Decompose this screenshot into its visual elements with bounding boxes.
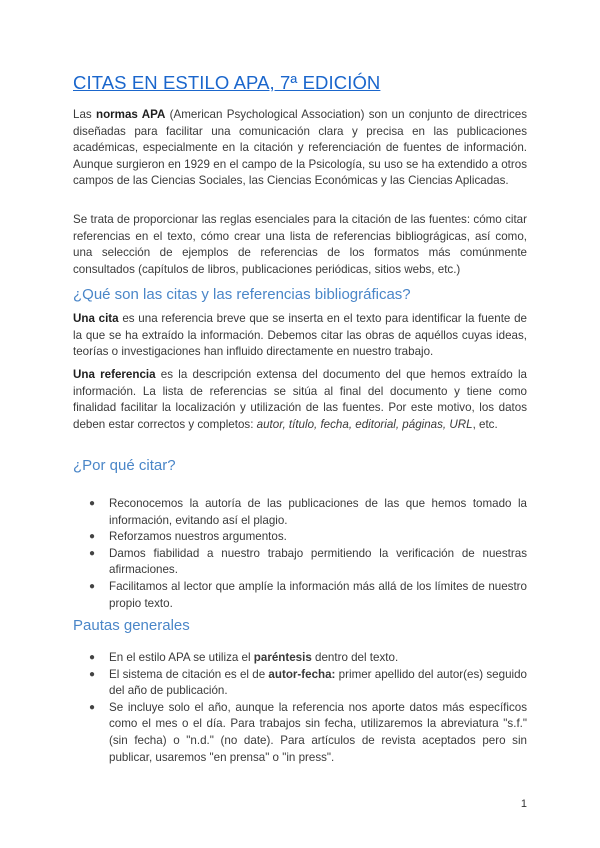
list-item-text: Damos fiabilidad a nuestro trabajo permitiendo la verificación de nuestras afirmaciones. xyxy=(109,546,527,577)
list-item-text: Se incluye solo el año, aunque la referencia nos aporte datos más específicos como el mes o el día. Para trabajos sin fecha, utilizaremos la abreviatura "s.f." (sin fecha) o "n.d." (no date). Para artículos de revista aceptados pero sin publicar, usaremos "en prensa" o "in press". xyxy=(109,700,527,764)
list-item xyxy=(73,700,527,766)
bullet-icon: ● xyxy=(89,668,96,680)
italic-terms: autor, título, fecha, editorial, páginas, URL xyxy=(256,417,473,431)
bold-term: autor-fecha: xyxy=(268,667,336,681)
definition-referencia xyxy=(73,367,527,433)
list-item-text: Reforzamos nuestros argumentos. xyxy=(109,530,287,544)
section-heading-citas: ¿Qué son las citas y las referencias bibliográficas? xyxy=(73,286,411,303)
text-run: (American Psychological Association) son un conjunto de directrices diseñadas para facilitar una comunicación clara y precisa en las publicaciones académicas, especialmente en la citación y referenciación de fuentes de información. Aunque surgieron en 1929 en el campo de la Psicología, su uso se ha extendido a otros campos de las Ciencias Sociales, las Ciencias Económicas y las Ciencias Aplicadas. xyxy=(73,108,527,188)
list-item xyxy=(73,529,527,546)
reasons-list xyxy=(73,496,527,612)
bold-term: Una referencia xyxy=(73,368,156,381)
page-title: CITAS EN ESTILO APA, 7ª EDICIÓN xyxy=(73,72,381,93)
bold-term: Una cita xyxy=(73,312,119,325)
list-item xyxy=(73,650,527,667)
list-item-text: Reconocemos la autoría de las publicaciones de las que hemos tomado la información, evitando así el plagio. xyxy=(109,497,527,527)
text-run: En el estilo APA se utiliza el xyxy=(109,651,254,664)
bullet-icon: ● xyxy=(89,580,96,592)
list-item xyxy=(73,546,527,579)
bullet-icon: ● xyxy=(89,547,96,559)
bullet-icon: ● xyxy=(89,531,96,543)
text-run: es la descripción extensa del documento del que hemos extraído la información. La lista de referencias se sitúa al final del documento y tiene como finalidad facilitar la localización y utilización de las fuentes. Por este motivo, los datos deben estar correctos y completos: xyxy=(73,368,527,431)
bold-term: paréntesis xyxy=(253,651,312,664)
bullet-icon: ● xyxy=(89,498,96,509)
bold-term: normas APA xyxy=(95,108,166,121)
list-item-text: Facilitamos al lector que amplíe la información más allá de los límites de nuestro propio texto. xyxy=(109,579,527,610)
text-run: es una referencia breve que se inserta en el texto para identificar la fuente de la que se ha extraído la información. Debemos citar las obras de aquéllos cuyas ideas, teorías o investigaciones han influido directamente en nuestro trabajo. xyxy=(73,312,527,359)
guidelines-list xyxy=(73,650,527,766)
page-number: 1 xyxy=(520,798,527,810)
text-run: dentro del texto. xyxy=(311,651,399,664)
text-run: , etc. xyxy=(472,417,498,431)
list-item xyxy=(73,579,527,612)
bullet-icon: ● xyxy=(89,652,96,663)
section-heading-por-que: ¿Por qué citar? xyxy=(73,457,176,474)
intro-paragraph-2: Se trata de proporcionar las reglas esenciales para la citación de las fuentes: cómo citar referencias en el texto, cómo crear una lista de referencias bibliográgicas, así como, una selección de ejemplos de referencias de los formatos más comúnmente consultados (capítulos de libros, publicaciones periódicas, sitios webs, etc.) xyxy=(73,213,527,276)
definition-cita xyxy=(73,311,527,361)
text-run: primer apellido del autor(es) seguido del año de publicación. xyxy=(109,667,527,698)
intro-paragraph-1 xyxy=(73,107,527,190)
list-item xyxy=(73,667,527,700)
section-heading-pautas: Pautas generales xyxy=(73,617,190,634)
text-run: Las xyxy=(73,108,96,121)
list-item xyxy=(73,496,527,529)
text-run: El sistema de citación es el de xyxy=(109,667,269,681)
bullet-icon: ● xyxy=(89,701,96,713)
